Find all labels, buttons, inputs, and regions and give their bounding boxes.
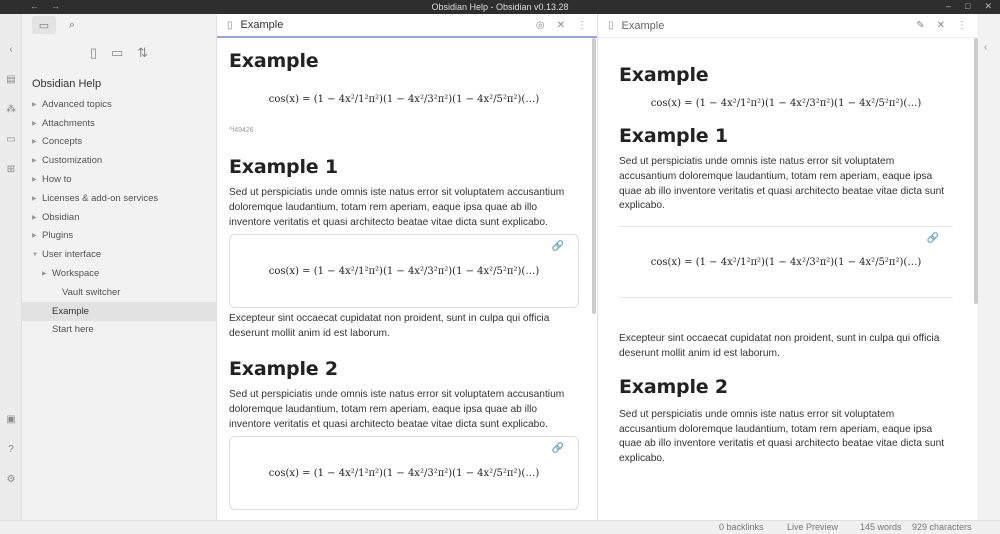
tree-item-label: Workspace	[52, 268, 100, 280]
document-icon: ▯	[608, 20, 614, 31]
paragraph-3: Sed ut perspiciatis unde omnis iste natus error sit voluptatem accusantium doloremque laudantium, totam rem aperiam, eaque ipsa quae ab illo inventore veritatis et quasi architecto beatae vitae dicta sunt explicabo.	[619, 408, 945, 465]
pane-header	[217, 14, 597, 38]
status-bar	[0, 520, 1000, 534]
embedded-formula-text: cos(x) = (1 − 4x²/1²π²)(1 − 4x²/3²π²)(1 − 4x²/5²π²)(…)	[650, 256, 922, 268]
sort-icon[interactable]: ⇅	[137, 45, 149, 60]
reading-view-icon[interactable]: ◎	[535, 19, 545, 31]
heading-example: Example	[619, 64, 709, 86]
heading-example-1: Example 1	[619, 125, 728, 147]
tree-item-label: Example	[52, 305, 89, 317]
formula-block: cos(x) = (1 − 4x²/1²π²)(1 − 4x²/3²π²)(1 − 4x²/5²π²)(…)	[268, 94, 540, 105]
editor-mode[interactable]: Live Preview	[787, 522, 839, 532]
paragraph-2: Excepteur sint occaecat cupidatat non proident, sunt in culpa qui officia deserunt mollit anim id est laborum.	[229, 313, 550, 340]
heading-example: Example	[229, 52, 319, 72]
embedded-formula-text: cos(x) = (1 − 4x²/1²π²)(1 − 4x²/3²π²)(1 − 4x²/5²π²)(…)	[268, 467, 540, 479]
tree-item[interactable]	[22, 227, 216, 246]
tree-item-label: Obsidian	[42, 211, 80, 223]
vault-icon[interactable]: ▣	[6, 414, 16, 425]
tree-item[interactable]	[22, 321, 216, 340]
reading-content[interactable]	[619, 64, 953, 520]
file-explorer-tab-icon[interactable]: ▭	[32, 16, 56, 34]
block-id: ^f49426	[229, 127, 254, 134]
file-actions	[22, 36, 216, 70]
forward-arrow-icon[interactable]: →	[51, 1, 72, 11]
character-count: 929 characters	[912, 522, 972, 532]
tree-item-label: User interface	[42, 249, 102, 261]
history-nav	[30, 1, 72, 11]
file-tree	[22, 95, 216, 339]
heading-example-1: Example 1	[229, 156, 338, 178]
open-quick-switcher-icon[interactable]: ▤	[6, 74, 16, 85]
edit-pencil-icon[interactable]: ✎	[916, 20, 925, 31]
tree-item-label: Licenses & add-on services	[42, 192, 159, 204]
tree-item[interactable]	[22, 95, 216, 114]
command-palette-icon[interactable]: ⊞	[6, 164, 16, 175]
sidebar-tabs	[22, 14, 216, 36]
embedded-formula-2[interactable]	[229, 436, 579, 510]
editor-pane	[217, 14, 597, 520]
chevron-right-icon[interactable]: ▶	[32, 177, 37, 184]
paragraph-1: Sed ut perspiciatis unde omnis iste natus error sit voluptatem accusantium doloremque laudantium, totam rem aperiam, eaque ipsa quae ab illo inventore veritatis et quasi architecto beatae vitae dicta sunt explicabo.	[619, 156, 945, 212]
pane-actions	[916, 20, 967, 31]
window-title: Obsidian Help - Obsidian v0.13.28	[431, 2, 569, 12]
tree-item[interactable]	[22, 302, 216, 321]
tree-item-label: Vault switcher	[62, 286, 121, 298]
backlinks-count[interactable]: 0 backlinks	[719, 522, 764, 532]
pane-tab-title[interactable]: Example	[240, 19, 284, 31]
tree-item-label: Concepts	[42, 136, 83, 148]
collapse-right-sidebar-icon[interactable]: ‹	[984, 42, 988, 53]
tree-item[interactable]	[22, 264, 216, 283]
chevron-right-icon[interactable]: ▶	[32, 158, 37, 165]
chevron-right-icon[interactable]: ▶	[32, 233, 37, 240]
tree-item-label: Customization	[42, 155, 103, 167]
tree-item[interactable]	[22, 114, 216, 133]
close-window-icon[interactable]: ✕	[984, 1, 992, 11]
chevron-right-icon[interactable]: ▶	[32, 101, 37, 108]
chevron-right-icon[interactable]: ▶	[32, 139, 37, 146]
tree-item[interactable]	[22, 283, 216, 302]
new-note-icon[interactable]: ▯	[89, 45, 97, 60]
reading-pane	[597, 14, 977, 520]
editor-scrollbar[interactable]	[592, 38, 596, 314]
embedded-formula-text: cos(x) = (1 − 4x²/1²π²)(1 − 4x²/3²π²)(1 − 4x²/5²π²)(…)	[268, 265, 540, 277]
more-options-icon[interactable]: ⋮	[577, 19, 587, 31]
close-pane-icon[interactable]: ✕	[936, 20, 945, 31]
left-ribbon	[0, 14, 22, 520]
title-bar	[0, 0, 1000, 14]
help-icon[interactable]: ?	[8, 444, 14, 455]
open-daily-note-icon[interactable]: ▭	[6, 134, 16, 145]
pane-actions	[536, 20, 587, 31]
graph-view-icon[interactable]: ⁂	[6, 104, 16, 115]
collapse-sidebar-icon[interactable]: ‹	[9, 44, 13, 55]
heading-example-2: Example 2	[619, 375, 728, 398]
back-arrow-icon[interactable]: ←	[30, 1, 51, 11]
right-ribbon	[978, 14, 1000, 520]
embedded-formula[interactable]	[229, 234, 579, 308]
settings-gear-icon[interactable]: ⚙	[6, 474, 16, 485]
file-explorer-sidebar	[22, 14, 217, 520]
minimize-icon[interactable]: –	[946, 1, 952, 11]
link-icon[interactable]: 🔗	[551, 443, 564, 455]
tree-item-label: How to	[42, 174, 72, 186]
tree-item[interactable]	[22, 151, 216, 170]
chevron-right-icon[interactable]: ▶	[32, 214, 37, 221]
search-tab-icon[interactable]: ⌕	[68, 18, 76, 31]
chevron-right-icon[interactable]: ▶	[32, 195, 37, 202]
vault-name: Obsidian Help	[32, 78, 102, 90]
chevron-down-icon[interactable]: ▼	[32, 251, 38, 258]
tree-item-label: Advanced topics	[42, 98, 112, 110]
tree-item[interactable]	[22, 133, 216, 152]
paragraph-1: Sed ut perspiciatis unde omnis iste natus error sit voluptatem accusantium doloremque laudantium, totam rem aperiam, eaque ipsa quae ab illo inventore veritatis et quasi architecto beatae vitae dicta sunt explicabo.	[229, 187, 565, 228]
paragraph-3: Sed ut perspiciatis unde omnis iste natus error sit voluptatem accusantium doloremque laudantium, totam rem aperiam, eaque ipsa quae ab illo inventore veritatis et quasi architecto beatae vitae dicta sunt explicabo.	[229, 388, 565, 430]
link-icon[interactable]: 🔗	[551, 241, 564, 253]
maximize-icon[interactable]: □	[965, 1, 971, 11]
paragraph-2: Excepteur sint occaecat cupidatat non proident, sunt in culpa qui officia deserunt mollit anim id est laborum.	[619, 333, 940, 359]
word-count: 145 words	[860, 522, 902, 532]
link-icon[interactable]: 🔗	[926, 233, 939, 245]
formula-block: cos(x) = (1 − 4x²/1²π²)(1 − 4x²/3²π²)(1 − 4x²/5²π²)(…)	[650, 98, 922, 109]
tree-item[interactable]	[22, 245, 216, 264]
close-pane-icon[interactable]: ✕	[556, 19, 565, 31]
tree-item-label: Start here	[52, 324, 94, 336]
tree-item[interactable]	[22, 189, 216, 208]
tree-item[interactable]	[22, 170, 216, 189]
new-folder-icon[interactable]: ▭	[110, 45, 124, 60]
embedded-formula[interactable]	[619, 226, 953, 298]
chevron-right-icon[interactable]: ▶	[42, 271, 47, 278]
heading-example-2: Example 2	[229, 357, 338, 380]
tree-item-label: Plugins	[42, 230, 74, 242]
tree-item-label: Attachments	[42, 117, 95, 129]
editor-content[interactable]	[229, 52, 579, 520]
more-options-icon[interactable]: ⋮	[957, 20, 967, 31]
tree-item[interactable]	[22, 208, 216, 227]
chevron-right-icon[interactable]: ▶	[32, 120, 37, 127]
pane-header	[598, 14, 977, 38]
document-icon: ▯	[227, 19, 233, 31]
window-controls	[946, 1, 992, 12]
pane-tab-title[interactable]: Example	[621, 19, 665, 32]
